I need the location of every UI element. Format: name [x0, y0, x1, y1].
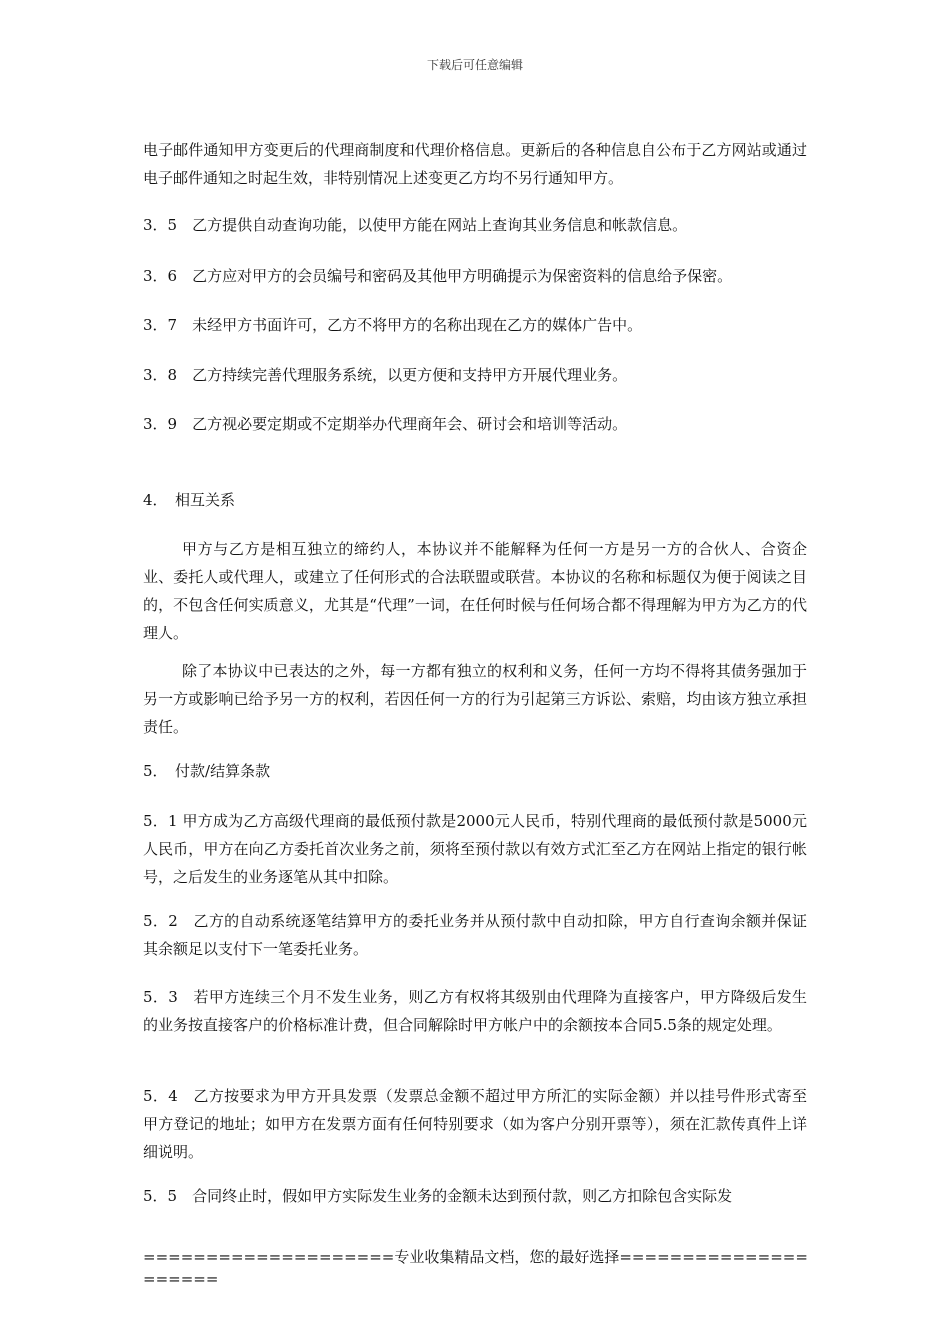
page-footer: ====================专业收集精品文档，您的最好选择===================== — [143, 1248, 808, 1288]
paragraph-continuation: 电子邮件通知甲方变更后的代理商制度和代理价格信息。更新后的各种信息自公布于乙方网站或通过电子邮件通知之时起生效，非特别情况上述变更乙方均不另行通知甲方。 — [143, 141, 807, 187]
clause-3-9: 3．9 乙方视必要定期或不定期举办代理商年会、研讨会和培训等活动。 — [143, 415, 628, 433]
clause-5-3: 5．3 若甲方连续三个月不发生业务，则乙方有权将其级别由代理降为直接客户，甲方降级后发生的业务按直接客户的价格标准计费，但合同解除时甲方帐户中的余额按本合同5.5条的规定处理。 — [143, 988, 807, 1034]
clause-5-2: 5．2 乙方的自动系统逐笔结算甲方的委托业务并从预付款中自动扣除，甲方自行查询余额并保证其余额足以支付下一笔委托业务。 — [143, 912, 807, 958]
clause-3-6: 3．6 乙方应对甲方的会员编号和密码及其他甲方明确提示为保密资料的信息给予保密。 — [143, 267, 733, 285]
section-4-paragraph-2: 除了本协议中已表达的之外，每一方都有独立的权利和义务，任何一方均不得将其债务强加于另一方或影响已给予另一方的权利，若因任何一方的行为引起第三方诉讼、索赔，均由该方独立承担责任。 — [143, 662, 807, 736]
section-4-paragraph-1: 甲方与乙方是相互独立的缔约人，本协议并不能解释为任何一方是另一方的合伙人、合资企业、委托人或代理人，或建立了任何形式的合法联盟或联营。本协议的名称和标题仅为便于阅读之目的，不包含任何实质意义，尤其是“代理”一词，在任何时候与任何场合都不得理解为甲方为乙方的代理人。 — [143, 540, 807, 642]
clause-3-5: 3．5 乙方提供自动查询功能，以使甲方能在网站上查询其业务信息和帐款信息。 — [143, 216, 688, 234]
clause-5-5: 5．5 合同终止时，假如甲方实际发生业务的金额未达到预付款，则乙方扣除包含实际发 — [143, 1187, 733, 1205]
page-header: 下载后可任意编辑 — [426, 58, 523, 72]
clause-5-1: 5．1 甲方成为乙方高级代理商的最低预付款是2000元人民币，特别代理商的最低预付款是5000元人民币，甲方在向乙方委托首次业务之前，须将至预付款以有效方式汇至乙方在网站上指定的银行帐号，之后发生的业务逐笔从其中扣除。 — [143, 812, 807, 886]
clause-5-4: 5．4 乙方按要求为甲方开具发票（发票总金额不超过甲方所汇的实际金额）并以挂号件形式寄至甲方登记的地址；如甲方在发票方面有任何特别要求（如为客户分别开票等），须在汇款传真件上详细说明。 — [143, 1087, 807, 1161]
section-4-heading: 4． 相互关系 — [143, 491, 236, 509]
clause-3-8: 3．8 乙方持续完善代理服务系统，以更方便和支持甲方开展代理业务。 — [143, 366, 628, 384]
clause-3-7: 3．7 未经甲方书面许可，乙方不将甲方的名称出现在乙方的媒体广告中。 — [143, 316, 643, 334]
section-5-heading: 5． 付款/结算条款 — [143, 762, 271, 780]
